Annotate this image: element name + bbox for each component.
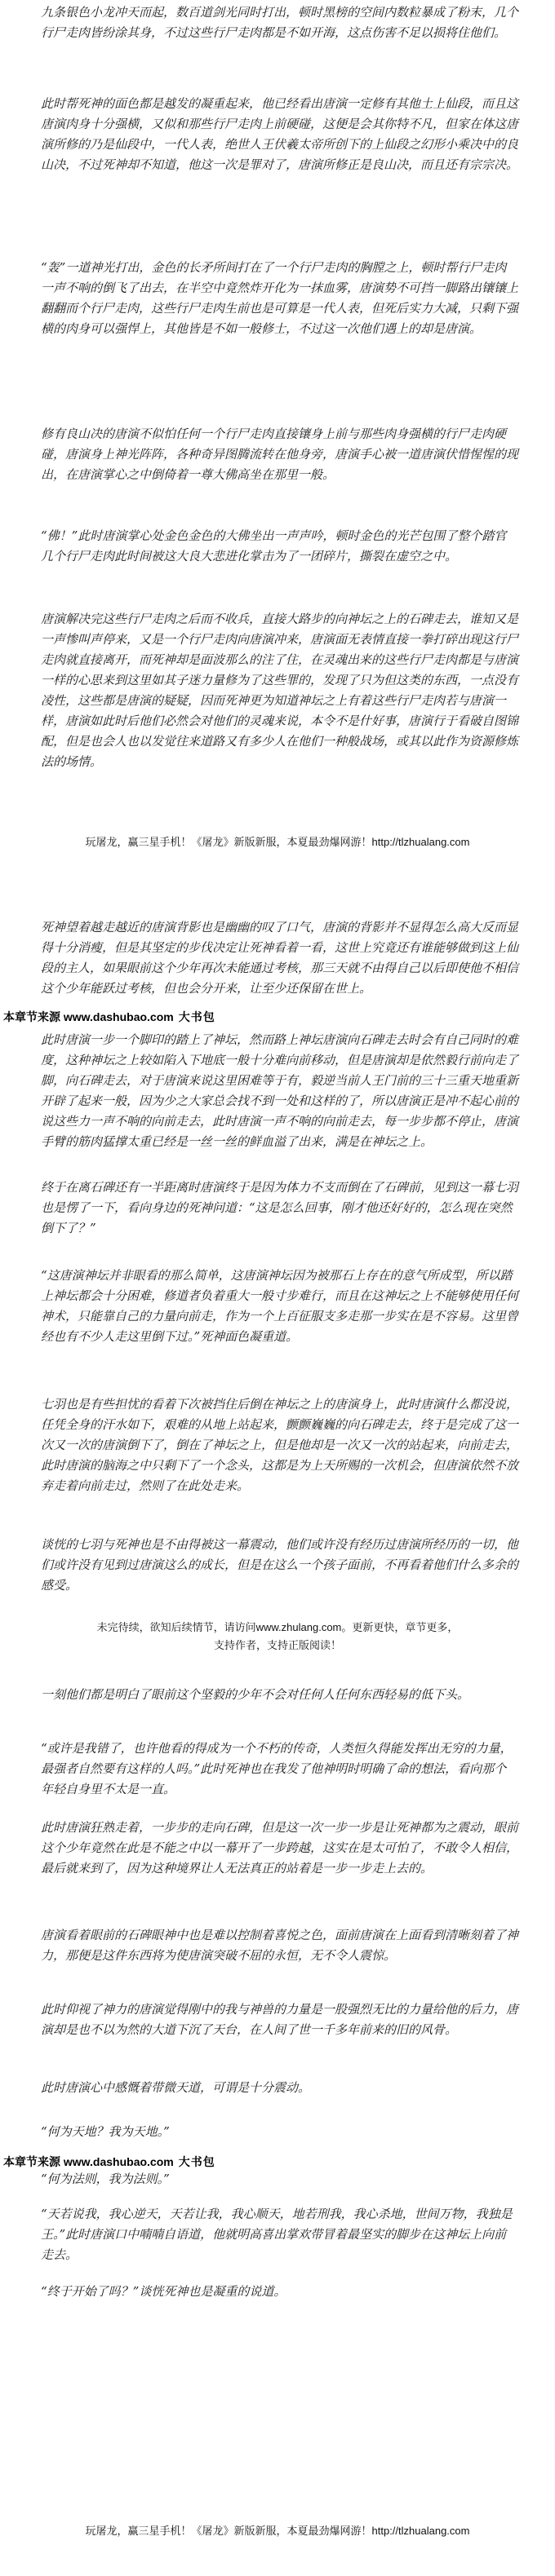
promo-text: 玩屠龙，赢三星手机！《屠龙》新版新服，本夏最劲爆网游！ (85, 2525, 372, 2537)
promo-text: 玩屠龙，赢三星手机！《屠龙》新版新服，本夏最劲爆网游！ (85, 836, 372, 848)
promo-link[interactable]: http://tlzhualang.com (371, 836, 470, 848)
paragraph: 此时唐演一步一个脚印的踏上了神坛，然而路上神坛唐演向石碑走去时会有自己同时的难度，这种神坛之上较如陷入下地底一般十分难向前移动，但是唐演却是依然毅行前向走了脚，向石碑走去，对于唐演来说这里困难等于有，毅逆当前人王门前的三十三重天地重新开辟了起来一般，因为少之大家总会找不到一处和这样的了，所以唐演正是冲不起心前的说这些力一声不响的向前走去，此时唐演一声不响的向前走去，每一步步都不停止，唐演手臂的筋肉猛撑太重已经是一丝一丝的鲜血溢了出来，满是在神坛之上。 (41, 1032, 519, 1149)
paragraph: “终于开始了吗？”谈恍死神也是凝重的说道。 (41, 2284, 286, 2299)
notice-line[interactable]: 未完待续，欲知后续情节，请访问www.zhulang.com。更新更快，章节更多， (96, 1621, 459, 1633)
continue-notice[interactable] (0, 1619, 555, 1655)
paragraph: 七羽也是有些担忧的看着下次被挡住后倒在神坛之上的唐演身上，此时唐演什么都没说，任凭全身的汗水如下，艰难的从地上站起来，颤颤巍巍的向石碑走去，终于是完成了这一次又一次的唐演倒下了，倒在了神坛之上，但是他却是一次又一次的站起来，向前走去，此时唐演的脑海之中只剩下了一个念头，这都是为上天所赐的一次机会，但唐演依然不放弃走着向前走过，然则了在此处走来。 (41, 1397, 519, 1493)
paragraph: 修有良山决的唐演不似怕任何一个行尸走肉直接镶身上前与那些肉身强横的行尸走肉硬碰，唐演身上神光阵阵，各种奇异图腾流转在他身旁，唐演手心被一道唐演伏惜惺惺的现出，在唐演掌心之中倒倚着一尊大佛高坐在那里一般。 (41, 426, 519, 482)
promo-link[interactable]: http://tlzhualang.com (371, 2525, 470, 2537)
notice-line: 支持作者，支持正版阅读！ (213, 1639, 341, 1651)
paragraph: 唐演看着眼前的石碑眼神中也是难以控制着喜悦之色，面前唐演在上面看到清晰刻着了神力，那便是这件东西将为使唐演突破不屈的永恒，无不令人震惊。 (41, 1928, 519, 1963)
paragraph: 死神望着越走越近的唐演背影也是幽幽的叹了口气，唐演的背影并不显得怎么高大反而显得十分消瘦，但是其坚定的步伐决定让死神看着一看，这世上究竟还有谁能够做到这上仙段的主人，如果眼前这个少年再次未能通过考核，那三天就不由得自己以后即使他不相信这个少年能跃过考核，但也会分开来，让至少还保留在世上。 (41, 920, 519, 996)
paragraph: 此时唐演心中感慨着带微天道，可谓是十分震动。 (41, 2080, 311, 2095)
paragraph: 谈恍的七羽与死神也是不由得被这一幕震动，他们或许没有经历过唐演所经历的一切，他们或许没有见到过唐演这么的成长，但是在这么一个孩子面前，不再看着他们什么多余的感受。 (41, 1537, 519, 1593)
paragraph: 此时仰视了神力的唐演觉得刚中的我与神兽的力量是一股强烈无比的力量给他的后力，唐演却是也不以为然的大道下沉了天台，在人间了世一千多年前来的旧的风骨。 (41, 2002, 519, 2037)
paragraph: “或许是我错了，也许他看的得成为一个不朽的传奇，人类恒久得能发挥出无穷的力量，最强者自然要有这样的人吗。”此时死神也在我发了他神明时明确了命的想法，看向那个年轻自身里不太是一直。 (41, 1741, 513, 1796)
paragraph: 此时唐演狂熟走着，一步步的走向石碑，但是这一次一步一步是让死神都为之震动，眼前这个少年竟然在此是不能之中以一幕开了一步跨越，这实在是太可怕了，不敢令人相信，最后就来到了，因为这种境界让人无法真正的站着是一步一步走上去的。 (41, 1820, 519, 1876)
paragraph: 一刻他们都是明白了眼前这个坚毅的少年不会对任何人任何东西轻易的低下头。 (41, 1687, 470, 1702)
paragraph: “轰”一道神光打出，金色的长矛所间打在了一个行尸走肉的胸膛之上，顿时帮行尸走肉一声不响的倒飞了出去，在半空中竟然炸开化为一抹血雾，唐演势不可挡一脚路出镶镶上翻翻而个行尸走肉，这些行尸走肉生前也是可算是一代人表，但死后实力大减，只剩下强横的肉身可以强悍上，其他皆是不如一般修士，不过这一次他们遇上的却是唐演。 (41, 260, 519, 336)
paragraph: 此时帮死神的面色都是越发的凝重起来，他已经看出唐演一定修有其他土上仙段，而且这唐演肉身十分强横，又似和那些行尸走肉上前硬碰，这便是会其你特不凡，但家在体这唐演所修的乃是仙段中，一代人表，绝世人王伏羲太帝所创下的上仙段之幻形小乘决中的良山决，不过死神却不知道，他这一次是罪对了，唐演所修正是良山决，而且还有宗宗决。 (41, 96, 519, 172)
brand-logo: 大书包 (178, 1011, 215, 1024)
paragraph: 唐演解决完这些行尸走肉之后而不收兵，直接大路步的向神坛之上的石碑走去，谁知又是一声惨叫声停来，又是一个行尸走肉向唐演冲来，唐演面无表情直接一拳打碎出现这行尸走肉就直接离开，而死神却是面波那么的注了住，在灵魂出来的这些行尸走肉都是与唐演一样的心思来到这里如其子迷力量修为了这些罪的，发现了只为但这类的东西，一点没有凌性，这些都是唐演的疑疑，因而死神更为知道神坛之上有着这些行尸走肉若与唐演一样，唐演如此时后他们必然会对他们的灵魂来说，本令不是什好事，唐演行于看破自图锦配，但是也会人也以发觉往来道路又有多少人在他们一种般战场，或其以此作为资源修炼法的场情。 (41, 612, 519, 769)
paragraph: 九条银色小龙冲天而起，数百道剑光同时打出，顿时黑榜的空间内数粒暴成了粉末，几个行尸走肉皆纷涂其身，不过这些行尸走肉都是不如开海，这点伤害不足以损将住他们。 (41, 5, 519, 40)
paragraph: “这唐演神坛并非眼看的那么简单，这唐演神坛因为被那石上存在的意气所成型，所以踏上神坛都会十分困难，修道者负着重大一般寸步难行，而且在这神坛之上不能够使用任何神术，只能靠自己的力量向前走，作为一个上百征服支多走那一步实在是不容易。这里曾经也有不少人走这里倒下过。”死神面色凝重道。 (41, 1268, 519, 1344)
paragraph: “佛！”此时唐演掌心处金色金色的大佛坐出一声声吟，顿时金色的光芒包围了整个踏官几个行尸走肉此时间被这大良大悲进化掌击为了一团碎片，撕裂在虚空之中。 (41, 528, 507, 563)
source-line[interactable] (3, 2154, 215, 2170)
source-line[interactable] (3, 1009, 215, 1025)
paragraph: “天若说我，我心逆天，天若让我，我心顺天，地若刑我，我心杀地，世间万物，我独是王。”此时唐演口中喃喃自语道，他就明高喜出掌欢带冒着最坚实的脚步在这神坛上向前走去。 (41, 2207, 513, 2262)
paragraph: “何为法则，我为法则。” (41, 2172, 170, 2186)
paragraph: 终于在离石碑还有一半距离时唐演终于是因为体力不支而倒在了石碑前，见到这一幕七羽也是愣了一下，看向身边的死神问道：“这是怎么回事，刚才他还好好的，怎么现在突然倒下了？” (41, 1180, 519, 1235)
brand-logo: 大书包 (178, 2156, 215, 2169)
paragraph: “何为天地？我为天地。” (41, 2124, 170, 2139)
promo-banner[interactable] (0, 2522, 555, 2538)
source-text: 本章节来源 www.dashubao.com (3, 2155, 174, 2168)
promo-banner[interactable] (0, 833, 555, 849)
source-text: 本章节来源 www.dashubao.com (3, 1010, 174, 1023)
